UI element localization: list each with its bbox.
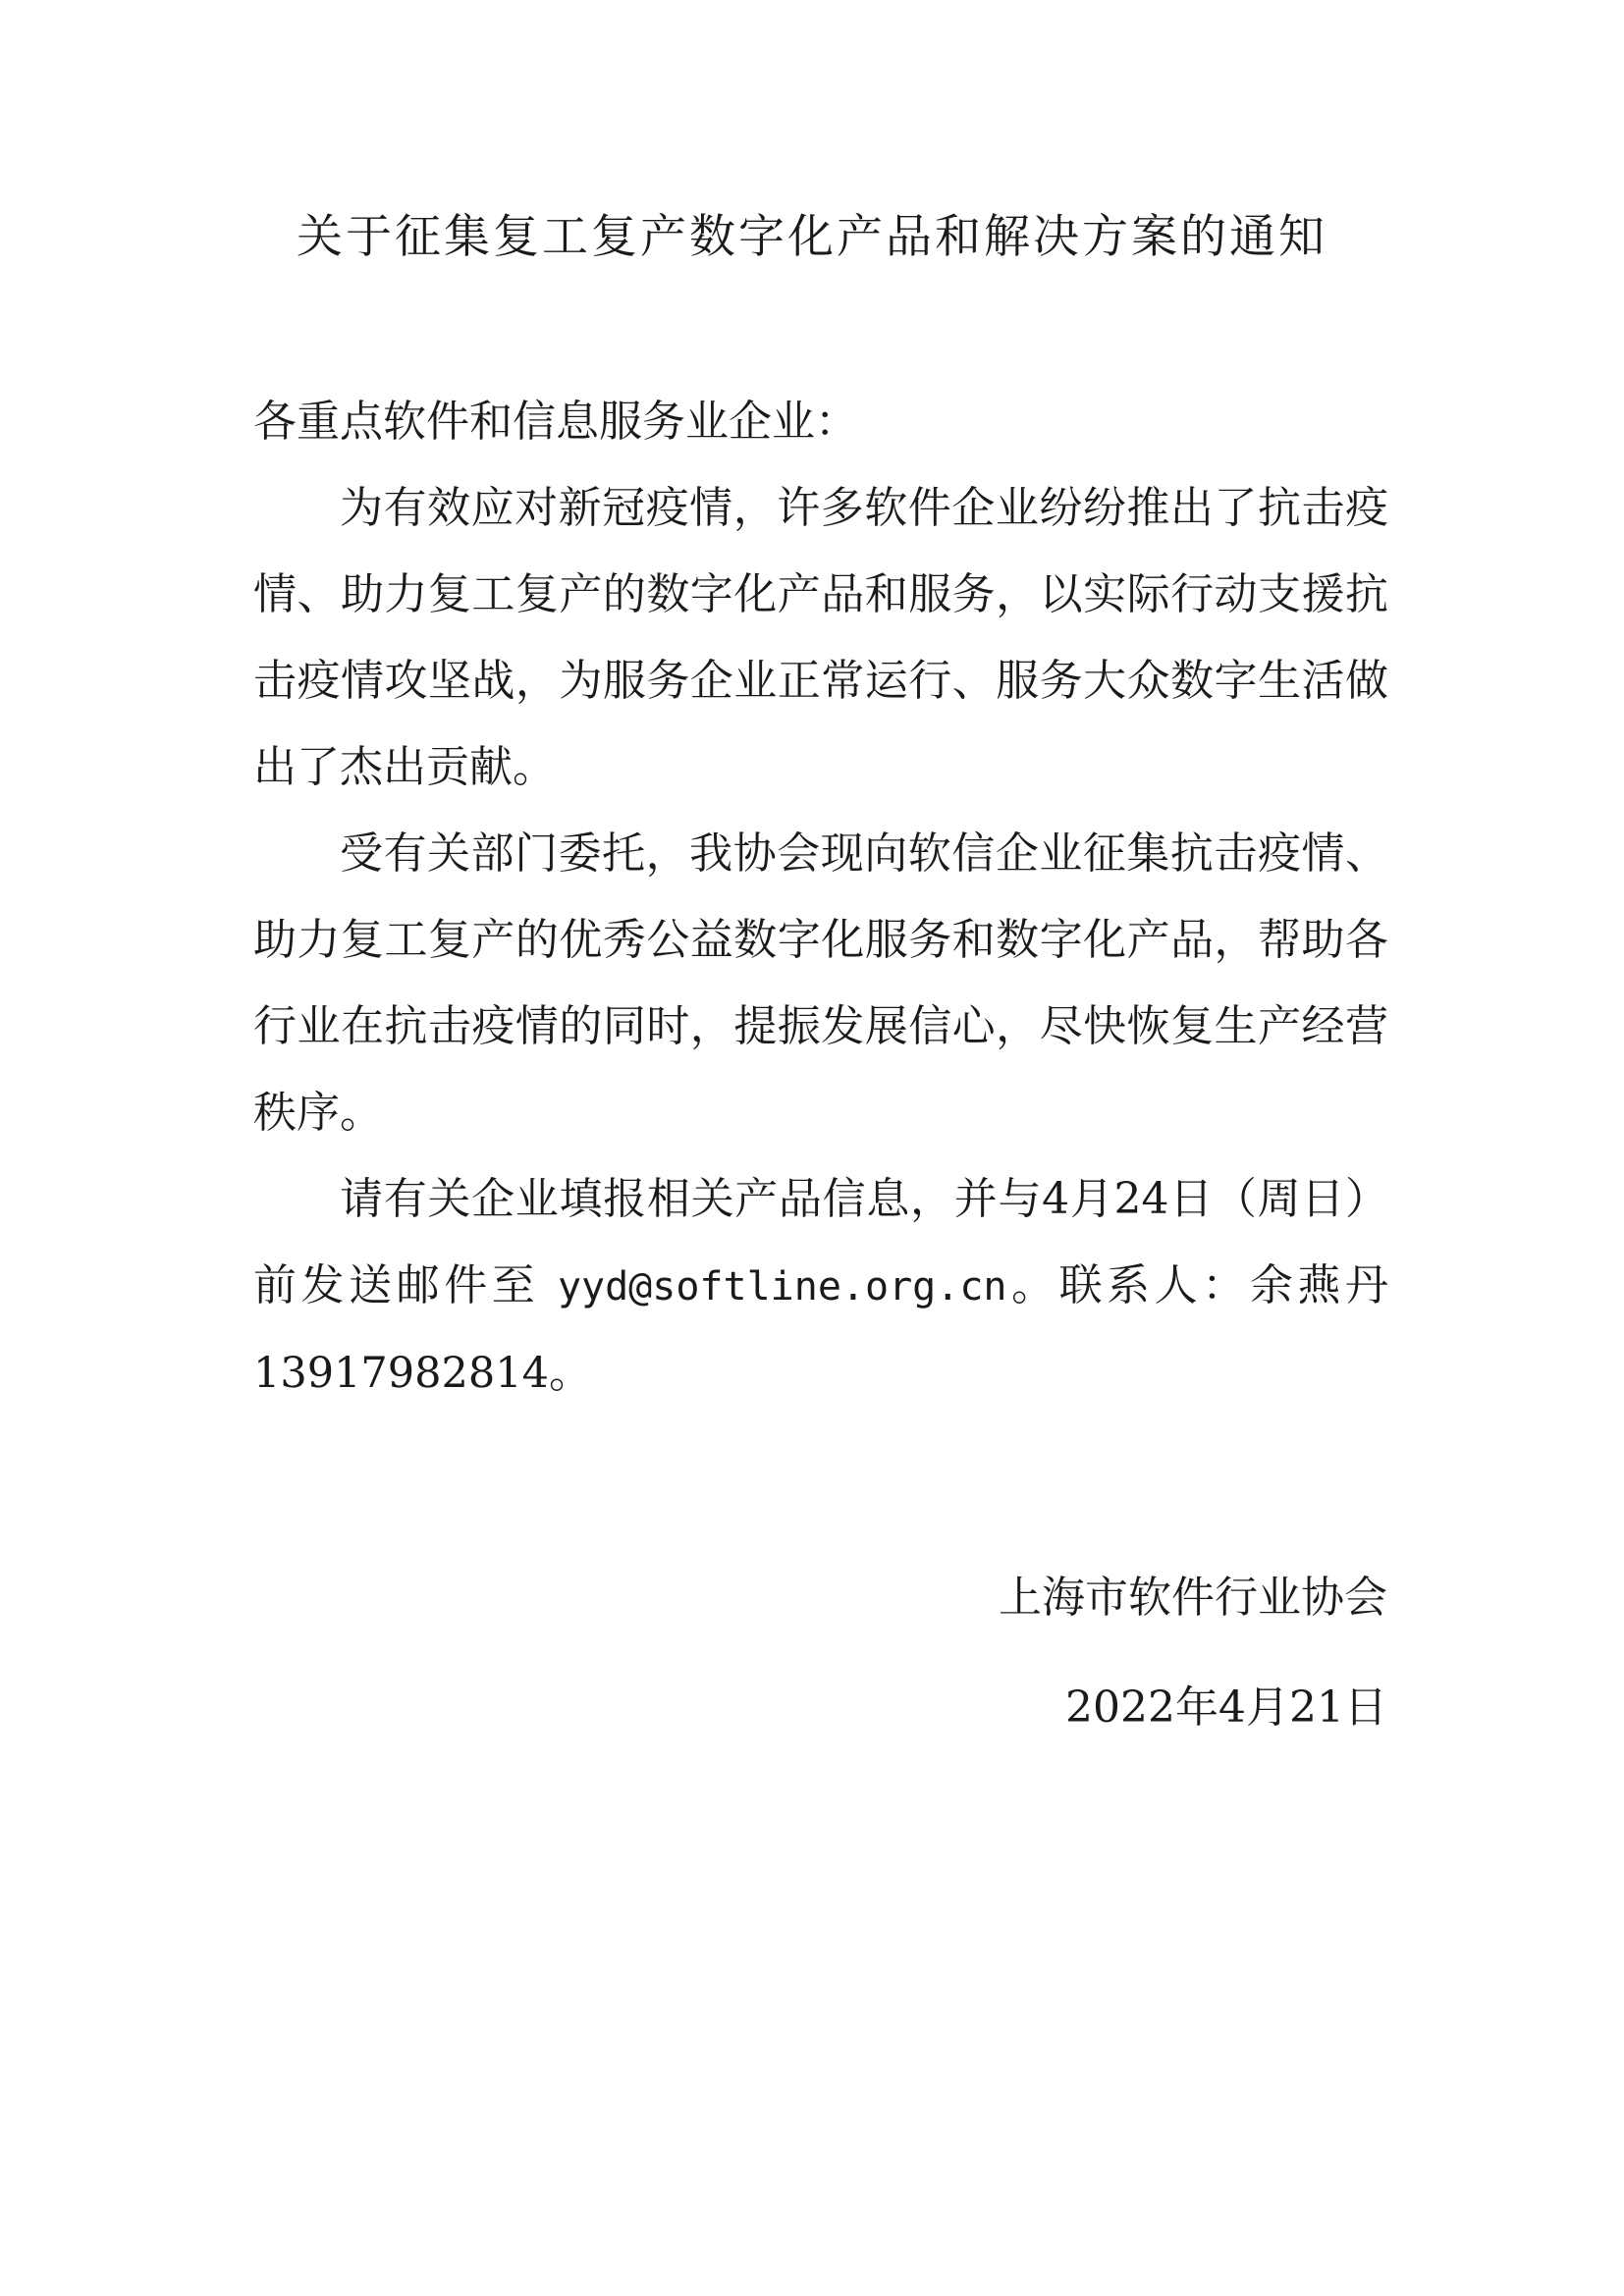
- paragraph-purpose: 受有关部门委托，我协会现向软信企业征集抗击疫情、助力复工复产的优秀公益数字化服务和数字化产品，帮助各行业在抗击疫情的同时，提振发展信心，尽快恢复生产经营秩序。: [253, 828, 1388, 1138]
- paragraph-instructions: [253, 1156, 1388, 1416]
- signature-organization: 上海市软件行业协会: [999, 1573, 1387, 1623]
- signature-date: 2022年4月21日: [1065, 1682, 1387, 1733]
- paragraph-background: 为有效应对新冠疫情，许多软件企业纷纷推出了抗击疫情、助力复工复产的数字化产品和服务，以实际行动支援抗击疫情攻坚战，为服务企业正常运行、服务大众数字生活做出了杰出贡献。: [253, 483, 1388, 792]
- instructions-text: 请有关企业填报相关产品信息，并与4月24日（周日）前发送邮件至: [253, 1174, 1388, 1310]
- contact-phone: 13917982814: [253, 1349, 549, 1398]
- document-title: 关于征集复工复产数字化产品和解决方案的通知: [297, 210, 1327, 264]
- document-body: [253, 379, 1388, 1416]
- contact-person-text: 。联系人：余燕丹: [1006, 1260, 1388, 1310]
- paragraph-end-mark: 。: [548, 1348, 592, 1398]
- salutation: 各重点软件和信息服务业企业：: [253, 397, 858, 447]
- contact-email: yyd@softline.org.cn: [557, 1264, 1007, 1309]
